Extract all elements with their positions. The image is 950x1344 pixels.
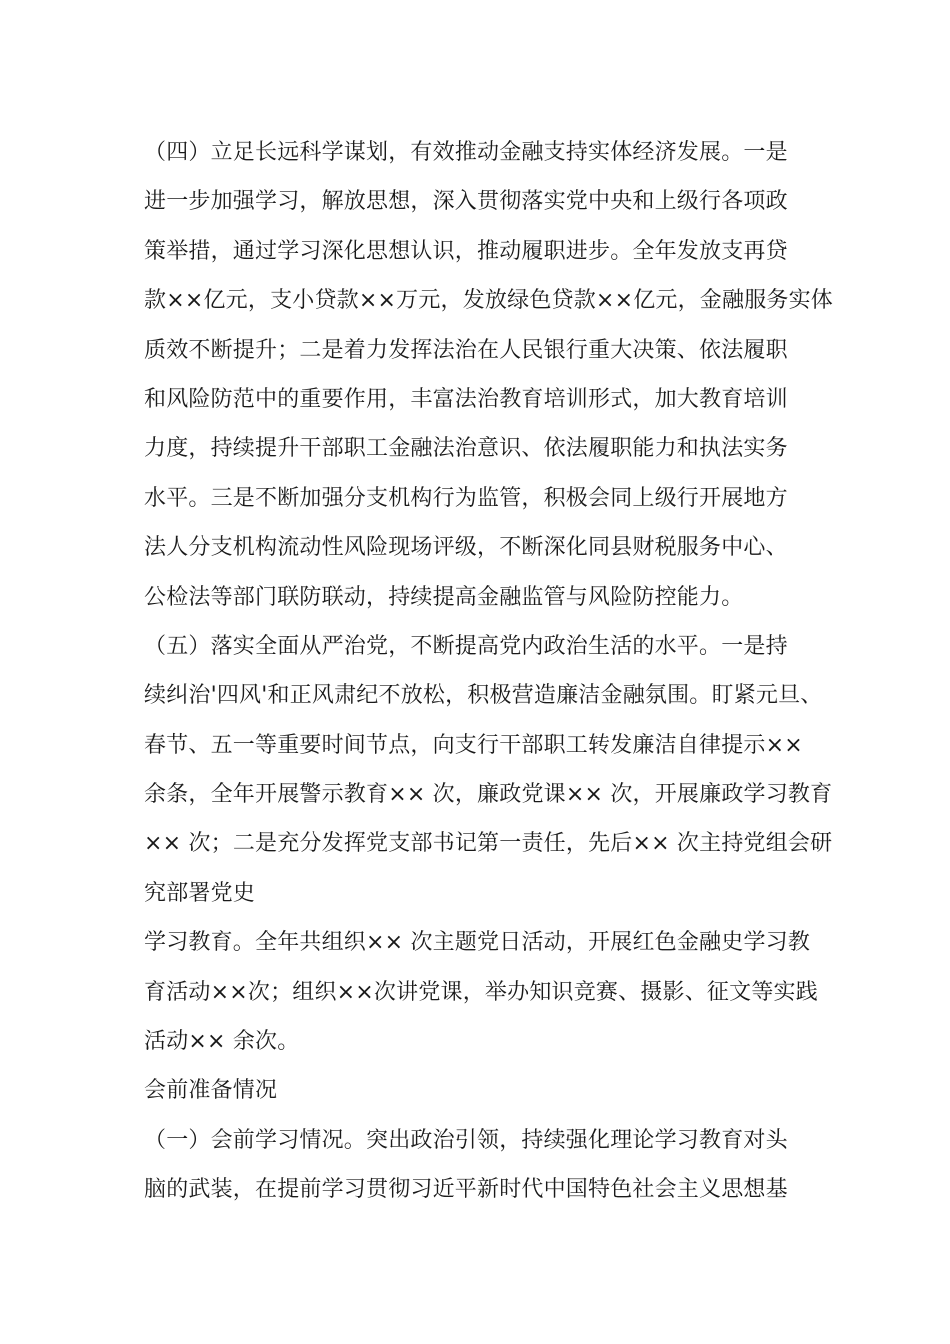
text-line: 续纠治'四风'和正风肃纪不放松，积极营造廉洁金融氛围。盯紧元旦、 (144, 683, 823, 709)
text-line: （四）立足长远科学谋划，有效推动金融支持实体经济发展。一是 (144, 140, 788, 165)
document-body (144, 128, 844, 1215)
text-line: 力度，持续提升干部职工金融法治意识、依法履职能力和执法实务 (144, 436, 788, 462)
text-line: 脑的武装，在提前学习贯彻习近平新时代中国特色社会主义思想基 (144, 1177, 788, 1203)
text-line: ×× 次；二是充分发挥党支部书记第一责任，先后×× 次主持党组会研 (144, 831, 833, 857)
text-line: 学习教育。全年共组织×× 次主题党日活动，开展红色金融史学习教 (144, 930, 811, 956)
text-line: 策举措，通过学习深化思想认识，推动履职进步。全年发放支再贷 (144, 238, 788, 264)
text-line: （五）落实全面从严治党，不断提高党内政治生活的水平。一是持 (144, 633, 788, 659)
section-heading: 会前准备情况 (144, 1078, 278, 1104)
text-line: 法人分支机构流动性风险现场评级，不断深化同县财税服务中心、 (144, 535, 788, 561)
text-line: 质效不断提升；二是着力发挥法治在人民银行重大决策、依法履职 (144, 337, 788, 363)
text-line: 育活动××次；组织××次讲党课，举办知识竞赛、摄影、征文等实践 (144, 979, 818, 1005)
text-line: 水平。三是不断加强分支机构行为监管，积极会同上级行开展地方 (144, 485, 788, 511)
text-line: 活动×× 余次。 (144, 1029, 300, 1055)
text-line: 春节、五一等重要时间节点，向支行干部职工转发廉洁自律提示×× (144, 732, 803, 758)
text-line: 公检法等部门联防联动，持续提高金融监管与风险防控能力。 (144, 584, 744, 610)
text-line: 款××亿元，支小贷款××万元，发放绿色贷款××亿元，金融服务实体 (144, 288, 834, 314)
text-line: 余条，全年开展警示教育×× 次，廉政党课×× 次，开展廉政学习教育 (144, 782, 833, 808)
text-line: 究部署党史 (144, 880, 256, 906)
text-line: 进一步加强学习，解放思想，深入贯彻落实党中央和上级行各项政 (144, 189, 788, 215)
text-line: 和风险防范中的重要作用，丰富法治教育培训形式，加大教育培训 (144, 386, 788, 412)
text-line: （一）会前学习情况。突出政治引领，持续强化理论学习教育对头 (144, 1127, 788, 1153)
